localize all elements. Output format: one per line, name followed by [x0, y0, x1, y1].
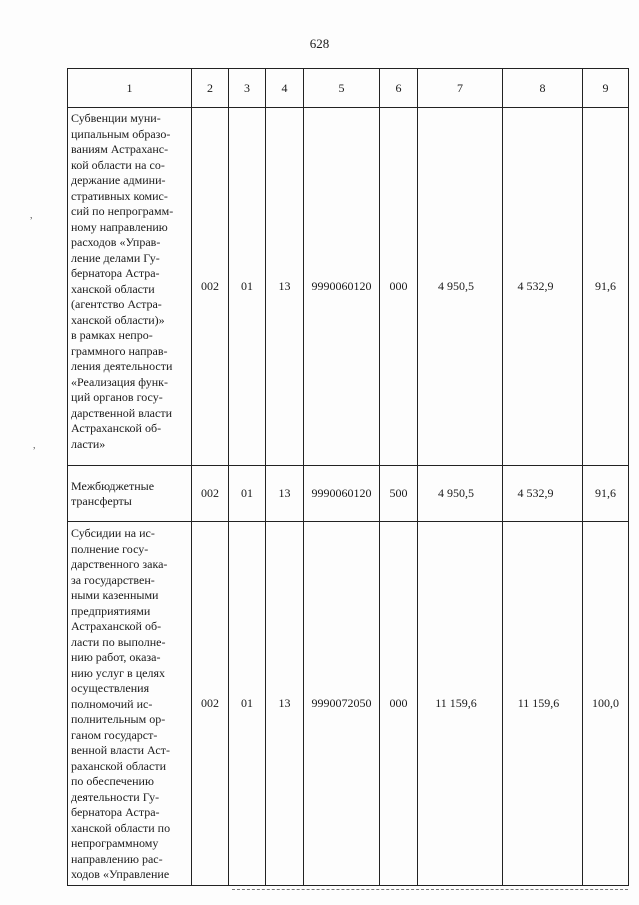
row-description — [68, 466, 192, 522]
budget-table — [67, 68, 629, 886]
desc-line: нию работ, оказа- — [71, 650, 161, 664]
row-description — [68, 108, 192, 466]
cell-col4: 13 — [266, 108, 304, 466]
desc-line: ханской области)» — [71, 312, 165, 327]
desc-line: дарственной власти — [71, 405, 173, 420]
desc-line: ления деятельности — [71, 359, 173, 373]
desc-line: ными казенными — [71, 588, 159, 602]
cell-col4: 13 — [266, 466, 304, 522]
bottom-rule — [232, 889, 628, 890]
desc-line: Субсидии на ис- — [71, 526, 155, 540]
header-cell-9: 9 — [583, 69, 629, 108]
cell-col5: 9990060120 — [304, 466, 380, 522]
desc-line: в рамках непро- — [71, 328, 153, 342]
cell-col8 — [503, 522, 583, 886]
header-cell-2: 2 — [192, 69, 229, 108]
value-text: 11 159,6 — [435, 695, 477, 710]
table-header-row — [68, 69, 629, 108]
cell-col7 — [418, 466, 503, 522]
desc-line: ласти по выполне- — [71, 634, 166, 649]
scan-speck: , — [30, 210, 33, 221]
desc-line: полномочий ис- — [71, 696, 153, 711]
cell-col9: 91,6 — [583, 466, 629, 522]
header-cell-6: 6 — [380, 69, 418, 108]
desc-line: бернатора Астра- — [71, 805, 160, 819]
desc-line: ление делами Гу- — [71, 250, 160, 265]
header-cell-8: 8 — [503, 69, 583, 108]
row-description — [68, 522, 192, 886]
desc-line: ходов «Управление — [71, 867, 170, 881]
cell-col5: 9990072050 — [304, 522, 380, 886]
desc-line: ципальным образо- — [71, 126, 171, 141]
desc-line: ханской области по — [71, 820, 171, 835]
header-cell-7: 7 — [418, 69, 503, 108]
desc-line: ному направлению — [71, 219, 168, 234]
desc-line: по обеспечению — [71, 774, 154, 788]
desc-line: раханской области — [71, 758, 166, 773]
cell-col6: 000 — [380, 522, 418, 886]
value-text: 4 532,9 — [517, 279, 554, 293]
desc-line: предприятиями — [71, 603, 151, 618]
cell-col8 — [503, 466, 583, 522]
desc-line: осуществления — [71, 681, 150, 695]
value-text: 4 532,9 — [517, 486, 554, 500]
value-text: 4 950,5 — [438, 279, 474, 293]
desc-line: граммного направ- — [71, 343, 168, 358]
header-cell-3: 3 — [229, 69, 266, 108]
desc-line: ваниям Астраханс- — [71, 142, 169, 156]
desc-line: направлению рас- — [71, 851, 163, 866]
desc-line: полнение госу- — [71, 541, 149, 556]
cell-col2: 002 — [192, 108, 229, 466]
cell-col7 — [418, 522, 503, 886]
desc-line: стративных комис- — [71, 188, 168, 203]
header-cell-4: 4 — [266, 69, 304, 108]
value-text: 4 950,5 — [438, 486, 474, 500]
desc-line: держание админи- — [71, 173, 166, 187]
desc-line: (агентство Астра- — [71, 297, 162, 311]
desc-line: сий по непрограмм- — [71, 204, 174, 218]
desc-line: Астраханской об- — [71, 619, 162, 633]
table-row — [68, 466, 629, 522]
desc-line: деятельности Гу- — [71, 789, 160, 804]
header-cell-5: 5 — [304, 69, 380, 108]
cell-col6: 500 — [380, 466, 418, 522]
desc-line: Субвенции муни- — [71, 111, 161, 125]
desc-line: бернатора Астра- — [71, 266, 160, 280]
cell-col2: 002 — [192, 466, 229, 522]
scan-speck: , — [33, 440, 36, 451]
desc-line: венной власти Аст- — [71, 743, 170, 757]
desc-line: за государствен- — [71, 572, 155, 587]
desc-line: Межбюджетные — [71, 478, 155, 493]
page-number: 628 — [309, 36, 330, 51]
cell-col5: 9990060120 — [304, 108, 380, 466]
cell-col3: 01 — [229, 108, 266, 466]
desc-line: дарственного зака- — [71, 557, 168, 571]
cell-col9: 91,6 — [583, 108, 629, 466]
desc-line: кой области на со- — [71, 157, 165, 172]
desc-line: нию услуг в целях — [71, 665, 165, 680]
cell-col7 — [418, 108, 503, 466]
table-row — [68, 108, 629, 466]
cell-col2: 002 — [192, 522, 229, 886]
cell-col6: 000 — [380, 108, 418, 466]
desc-line: ханской области — [71, 281, 155, 296]
desc-line: «Реализация функ- — [71, 374, 168, 389]
desc-line: полнительным ор- — [71, 712, 166, 726]
desc-line: ласти» — [71, 436, 106, 451]
desc-line: ганом государст- — [71, 727, 158, 742]
desc-line: расходов «Управ- — [71, 235, 161, 249]
cell-col4: 13 — [266, 522, 304, 886]
desc-line: ций органов госу- — [71, 390, 163, 404]
cell-col3: 01 — [229, 522, 266, 886]
value-text: 11 159,6 — [517, 695, 560, 710]
cell-col9: 100,0 — [583, 522, 629, 886]
desc-line: непрограммному — [71, 836, 159, 850]
cell-col8 — [503, 108, 583, 466]
cell-col3: 01 — [229, 466, 266, 522]
desc-line: трансферты — [71, 494, 132, 508]
table-row — [68, 522, 629, 886]
desc-line: Астраханской об- — [71, 421, 162, 435]
header-cell-1: 1 — [68, 69, 192, 108]
